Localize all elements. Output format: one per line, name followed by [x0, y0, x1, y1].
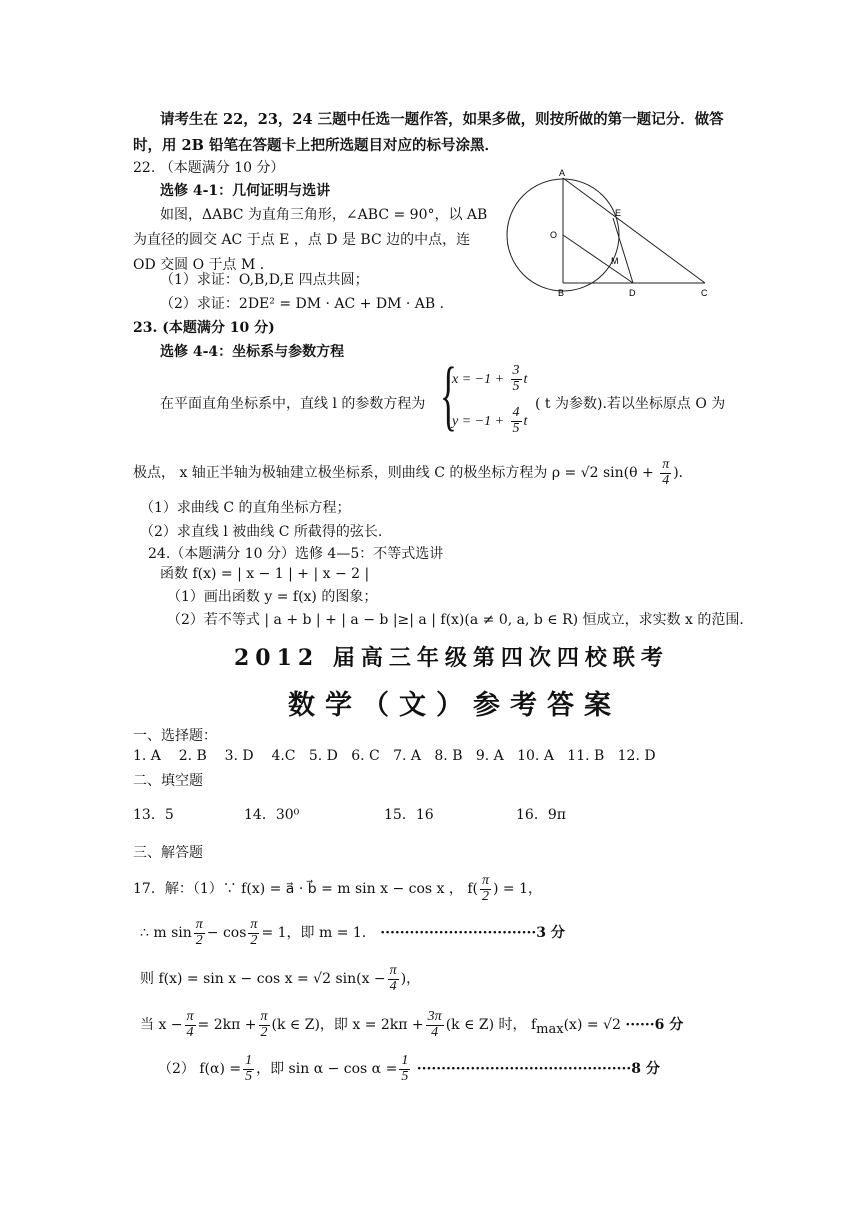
intro-line-2: 时，用 2B 铅笔在答题卡上把所选题目对应的标号涂黑． — [133, 137, 499, 154]
q23-topic: 选修 4-4：坐标系与参数方程 — [160, 344, 345, 360]
q24-part2: （2）若不等式 | a + b | + | a − b |≥| a | f(x)(a ≠ 0, a, b ∈ R) 恒成立，求实数 x 的范围. — [167, 612, 744, 628]
fill-answer-13: 13．5 — [133, 807, 174, 823]
intro-line-1: 请考生在 22，23，24 三题中任选一题作答，如果多做，则按所做的第一题记分．做答 — [160, 111, 724, 128]
label-a: A — [559, 168, 566, 178]
label-m: M — [611, 256, 619, 266]
answer-subtitle: 数学（文）参考答案 — [288, 690, 621, 721]
q22-line2: 为直径的圆交 AC 于点 E ，点 D 是 BC 边的中点，连 — [133, 232, 471, 248]
label-d: D — [629, 288, 636, 298]
fill-answer-14: 14．30⁰ — [244, 807, 300, 823]
q23-line2: 极点， x 轴正半轴为极轴建立极坐标系，则曲线 C 的极坐标方程为 ρ = √2 sin(θ + $\frac{\pi}{4}$ )． — [133, 457, 693, 488]
q22-topic: 选修 4-1：几何证明与选讲 — [160, 183, 331, 199]
fill-answer-15: 15．16 — [384, 807, 434, 823]
q22-part1: （1）求证：O,B,D,E 四点共圆； — [160, 272, 369, 288]
q24-func: 函数 f(x) = | x − 1 | + | x − 2 | — [160, 566, 370, 582]
section-fill-title: 二、填空题 — [133, 773, 203, 789]
q22-line3: OD 交圆 O 于点 M ． — [133, 257, 274, 273]
q22-part2: （2）求证：2DE² = DM · AC + DM · AB ． — [160, 296, 454, 312]
q23-eq-y: y = −1 + $\frac{4}{5}$ t — [452, 405, 528, 436]
q23-header: 23. (本题满分 10 分) — [133, 320, 275, 336]
q23-eq-x: x = −1 + $\frac{3}{5}$ t — [452, 363, 528, 394]
q22-line1: 如图，ΔABC 为直角三角形，∠ABC = 90°，以 AB — [160, 207, 488, 223]
s17-line2: ∴ m sin $\frac{\pi}{2}$ − cos $\frac{\pi}{2}$ = 1，即 m = 1． ································3 分 — [140, 917, 565, 948]
s17-line1: 17．解：（1）∵ f(x) = a⃗ · b⃗ = m sin x − cos x ， f( $\frac{\pi}{2}$ ) = 1， — [133, 873, 542, 904]
s17-line5: （2） f(α) = $\frac{1}{5}$ ，即 sin α − cos α = $\frac{1}{5}$ ············································8 分 — [158, 1053, 660, 1084]
choice-answers: 1. A 2. B 3. D 4.C 5. D 6. C 7. A 8. B 9. A 10. A 11. B 12. D — [133, 748, 656, 764]
s17-line3: 则 f(x) = sin x − cos x = √2 sin(x − $\frac{\pi}{4}$ )， — [140, 963, 421, 994]
q24-part1: （1）画出函数 y = f(x) 的图象； — [167, 589, 378, 605]
label-c: C — [701, 288, 708, 298]
segment-ac — [563, 178, 705, 283]
q22-header: 22. （本题满分 10 分） — [133, 160, 285, 176]
label-o: O — [550, 230, 558, 240]
section-solution-title: 三、解答题 — [133, 845, 203, 861]
fill-answer-16: 16．9π — [516, 807, 566, 823]
geometry-figure — [500, 164, 720, 304]
equation-brace: { — [440, 351, 457, 438]
q23-part2: （2）求直线 l 被曲线 C 所截得的弦长. — [140, 524, 383, 540]
q23-param-note: ( t 为参数).若以坐标原点 O 为 — [535, 396, 726, 412]
segment-od — [563, 235, 633, 283]
section-choice-title: 一、选择题： — [133, 728, 217, 744]
label-b: B — [558, 288, 565, 298]
s17-line4: 当 x − $\frac{\pi}{4}$ = 2kπ + $\frac{\pi}{2}$ (k ∈ Z)，即 x = 2kπ + $\frac{3\pi}{4}$ (k ∈ Z) 时， $f_{max}(x) = √2 \cdot\cdot\cdot\cdot\cdot\cdot 6$ 分 — [140, 1009, 684, 1040]
q23-part1: （1）求曲线 C 的直角坐标方程； — [140, 500, 351, 516]
answer-title: 2012 届高三年级第四次四校联考 — [234, 645, 669, 671]
label-e: E — [615, 208, 622, 218]
q24-header: 24.（本题满分 10 分）选修 4—5：不等式选讲 — [148, 546, 444, 562]
q23-lead: 在平面直角坐标系中，直线 l 的参数方程为 — [160, 396, 426, 412]
